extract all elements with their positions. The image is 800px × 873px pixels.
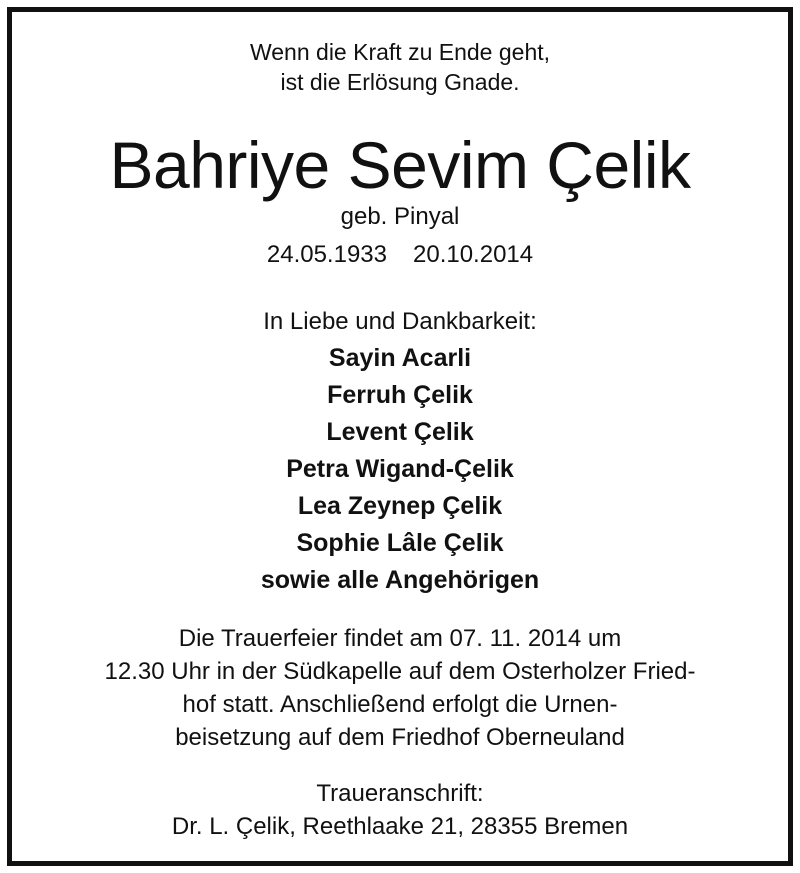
mourner-name: Lea Zeynep Çelik — [297, 492, 503, 520]
ceremony-line-4: beisetzung auf dem Friedhof Oberneuland — [175, 724, 625, 751]
motto-line-1: Wenn die Kraft zu Ende geht, — [249, 39, 551, 65]
mourner-name: Levent Çelik — [326, 418, 474, 446]
deceased-name: Bahriye Sevim Çelik — [109, 128, 691, 202]
mourner-name: Ferruh Çelik — [327, 381, 473, 409]
mourner-name: Sophie Lâle Çelik — [296, 529, 504, 557]
address-label: Traueranschrift: — [316, 780, 484, 807]
life-dates — [12, 243, 788, 267]
ceremony-line-3: hof statt. Anschließend erfolgt die Urnen- — [182, 691, 618, 718]
maiden-name: geb. Pinyal — [340, 203, 460, 230]
ceremony-line-2: 12.30 Uhr in der Südkapelle auf dem Osterholzer Fried- — [104, 658, 696, 685]
mourner-name: Sayin Acarli — [328, 344, 472, 372]
mourners-others: sowie alle Angehörigen — [260, 566, 540, 594]
obituary-frame — [7, 7, 793, 866]
death-date: 20.10.2014 — [413, 241, 534, 268]
motto-line-2: ist die Erlösung Gnade. — [280, 69, 520, 95]
address-value: Dr. L. Çelik, Reethlaake 21, 28355 Bremen — [171, 813, 629, 840]
ceremony-line-1: Die Trauerfeier findet am 07. 11. 2014 um — [178, 625, 622, 652]
birth-date: 24.05.1933 — [266, 241, 387, 268]
mourner-name: Petra Wigand-Çelik — [286, 455, 514, 483]
mourners-intro: In Liebe und Dankbarkeit: — [263, 308, 537, 335]
